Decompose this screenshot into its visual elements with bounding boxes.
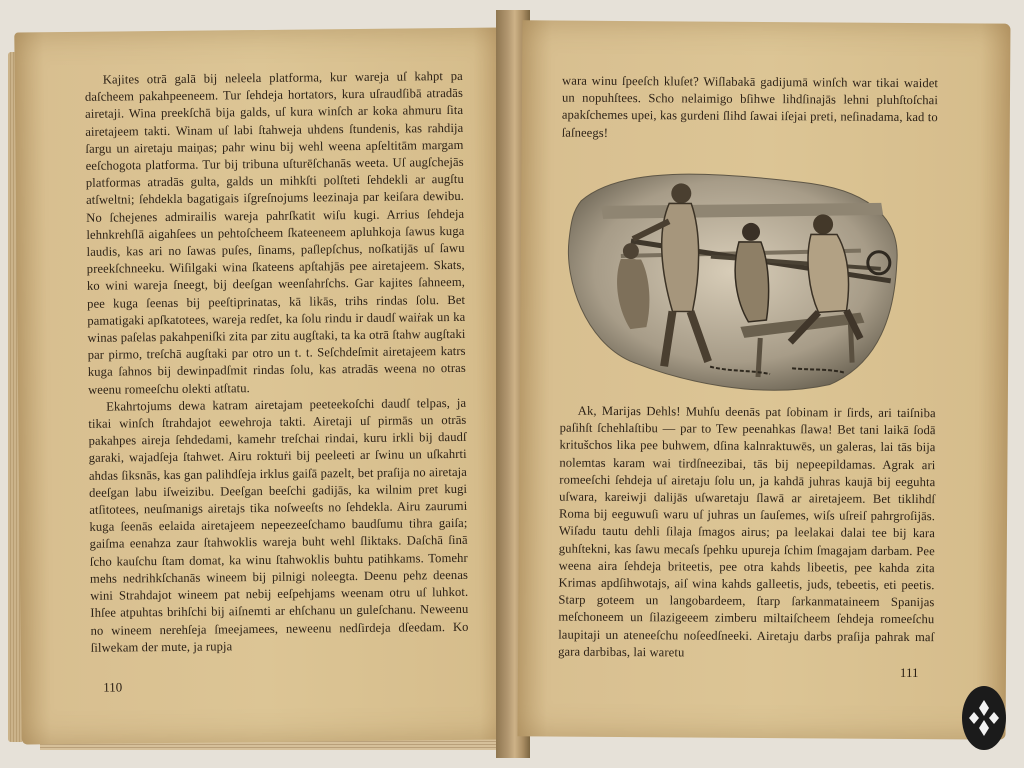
- page-number-left: 110: [103, 679, 123, 695]
- right-page-bottom-text: [558, 403, 936, 664]
- left-paragraph: Kajites otrā galā bij neleela platforma, kur wareja uſ kahpt pa daſcheem pakahpeeneem. Tur ſehdeja hortators, kura uſraudſibā atradās airetaji. Wina preekſchā bija galds, uſ kura winſch ar koka ahmuru ſita airetajeem takti. Winam uſ labi ſtahweja uhdens ſtundenis, kas rahdija ſargu un airetaju maiņas; pahr winu bij wehl weena apſeltitām margam eeſchogota platforma. Tur bij tribuna uſturēſchanās weeta. Uſ augſchejās platformas atradās gulta, galds un mihkſti polſteti ſehdekli ar augſtu atſweltni; ſehdekla bagatigais iſgreſnojums leezinaja par keiſara dewibu. No ſchejenes admirailis wareja pahrſkatit wiſu kugi. Arrius ſehdeja lehnkrehſlā aigahſees un pehtoſcheem ſkateeneem apluhkoja ſawus kuga laudis, kas ari no ſawas puſes, ſinams, paſlepſchus, noſkatijās uſ ſawu preekſchneeku. Wiſilgaki wina ſkateens apſtahjās pee airetajeem. Skats, ko wini wareja ſneegt, bij deeſgan weenſahrſchs. Gar kajites ſahneem, pee kuga ſeenas bij peeſtiprinatas, kā likās, trihs rindas ſolu. Bet pamatigaki apſkatotees, wareja redſet, ka ſolu rindu ir daudſ waiṙak un ka winas paſelas pakahpeniſki zita par zitu augſtaki, ta ka otrā ſtahw augſtaki par pirmo, treſchā augſtaki par otro un t. t. Seſchdeſmit airetajeem katrs kuga ſahnos bij dewinpadſmit rindas ſolu, kas atradās weena no otras weenu romeeſchu olekti atſtatu.: [84, 68, 466, 397]
- page-number-right: 111: [899, 664, 919, 681]
- right-page-top-text: [562, 73, 938, 144]
- watermark-logo-icon: [962, 686, 1006, 750]
- right-paragraph: wara winu ſpeeſch kluſet? Wiſlabakā gadijumā winſch war tikai waidet un nopuhſtees. Scho nelaimigo bſihwe lihdſinajās lehni pluhſtoſchai apakſchemes upei, kas gurdeni ſlihd ſawai iſejai preti, neſinadama, kad to ſaſneegs!: [561, 73, 939, 140]
- galley-rowers-illustration: [560, 161, 908, 395]
- right-paragraph: Ak, Marijas Dehls! Muhſu deenās pat ſobinam ir ſirds, ari taiſniba paſihſt ſchehlaſtibu — par to Tew peenahkas ſlawa! Bet tani laikā ſodā kritušchos lika pee buhwem, dſina kalnraktuwēs, un galeras, lai tās bija nolemtas karam wai tirdſneezibai, tās bij nepeepildamas. Agrak ari romeeſchi ſehdeja uſ airetaju ſolu un, ja kahdā juhras kaujā bij eeguhta uſwara, kareiwji dalijās uſwaretaju ſlawā ar airetajeem. Bet tiklihdſ Roma bij eeguwuſi waru uſ juhras un ſauſemes, wiſs uſreiſ pahrgroſijās. Wiſadu tautu dehli ſilaja ſmagos airus; pa leelakai dalai tee bij kara guhſtekni, kas ſawu mecaſs ſpehku upureja ſchim ſmagajam darbam. Pee weena aira ſehdeja briteetis, pee otra kahds libeetis, pee kahda zita Krimas apdſihwotajs, aiſ wina kahds galleetis, juds, tebeetis, eti peetis. Starp goteem un langobardeem, ſtarp ſarkanmataineem Spanijas meſchoneem un ſilazigeeem zimberu miltaiſcheem ſehdeja romeeſchu laupitaji un ateneeſchu noſeedſneeki. Airetaju darbs praſija pahrak maſ gara darbibas, lai waretu: [558, 403, 936, 660]
- left-page-text: [85, 68, 469, 657]
- left-page: [14, 27, 509, 744]
- right-page: [518, 20, 1011, 739]
- left-paragraph: Ekahrtojums dewa katram airetajam peeteekoſchi daudſ telpas, ja tikai winſch ſtrahdajot eewehroja takti. Airetaji uſ pirmās un otrās pakahpes aireja ſehdedami, kamehr treſchai rindai, kuru irkli bij daudſ garaki, wajadſeja ſtahwet. Airu roktuṙi bij peeleeti ar ſwinu un uſkahrti ahdas ſiksnās, kas gan palihdſeja irklus gaiſā pazelt, bet praſija no airetaja deeſgan labu iſweizibu. Deeſgan beeſchi gadijās, ka wilnim pret kugi atſitotees, neuſmanigs airetajs tika noſweeſts no ſehdekla. Airu zaurumi kuga ſeenās eelaida airetajeem nepeezeeſchamo baudſumu tihra gaiſa; gaiſma eenahza zaur ſtahwoklis wareja buht wehl ſliktaks. Daſchā ſinā ſcho kauſchu ſtam domat, ka winu ſtahwoklis buhtu patihkams. Tomehr mehs nedrihkſchanās wineem bij pilnigi noleegta. Deenu pehz deenas wini Strahdajot wineem pat nebij eeſpehjams weenam otru uſ luhkot. Ihſee atpuhtas brihſchi bij aiſnemti ar ehſchanu un guleſchanu. Neweenu no wineem nerehſeja ſmeejamees, neweenu nedſirdeja dſeedam. Ko ſilwekam der mute, ja rupja: [88, 395, 469, 655]
